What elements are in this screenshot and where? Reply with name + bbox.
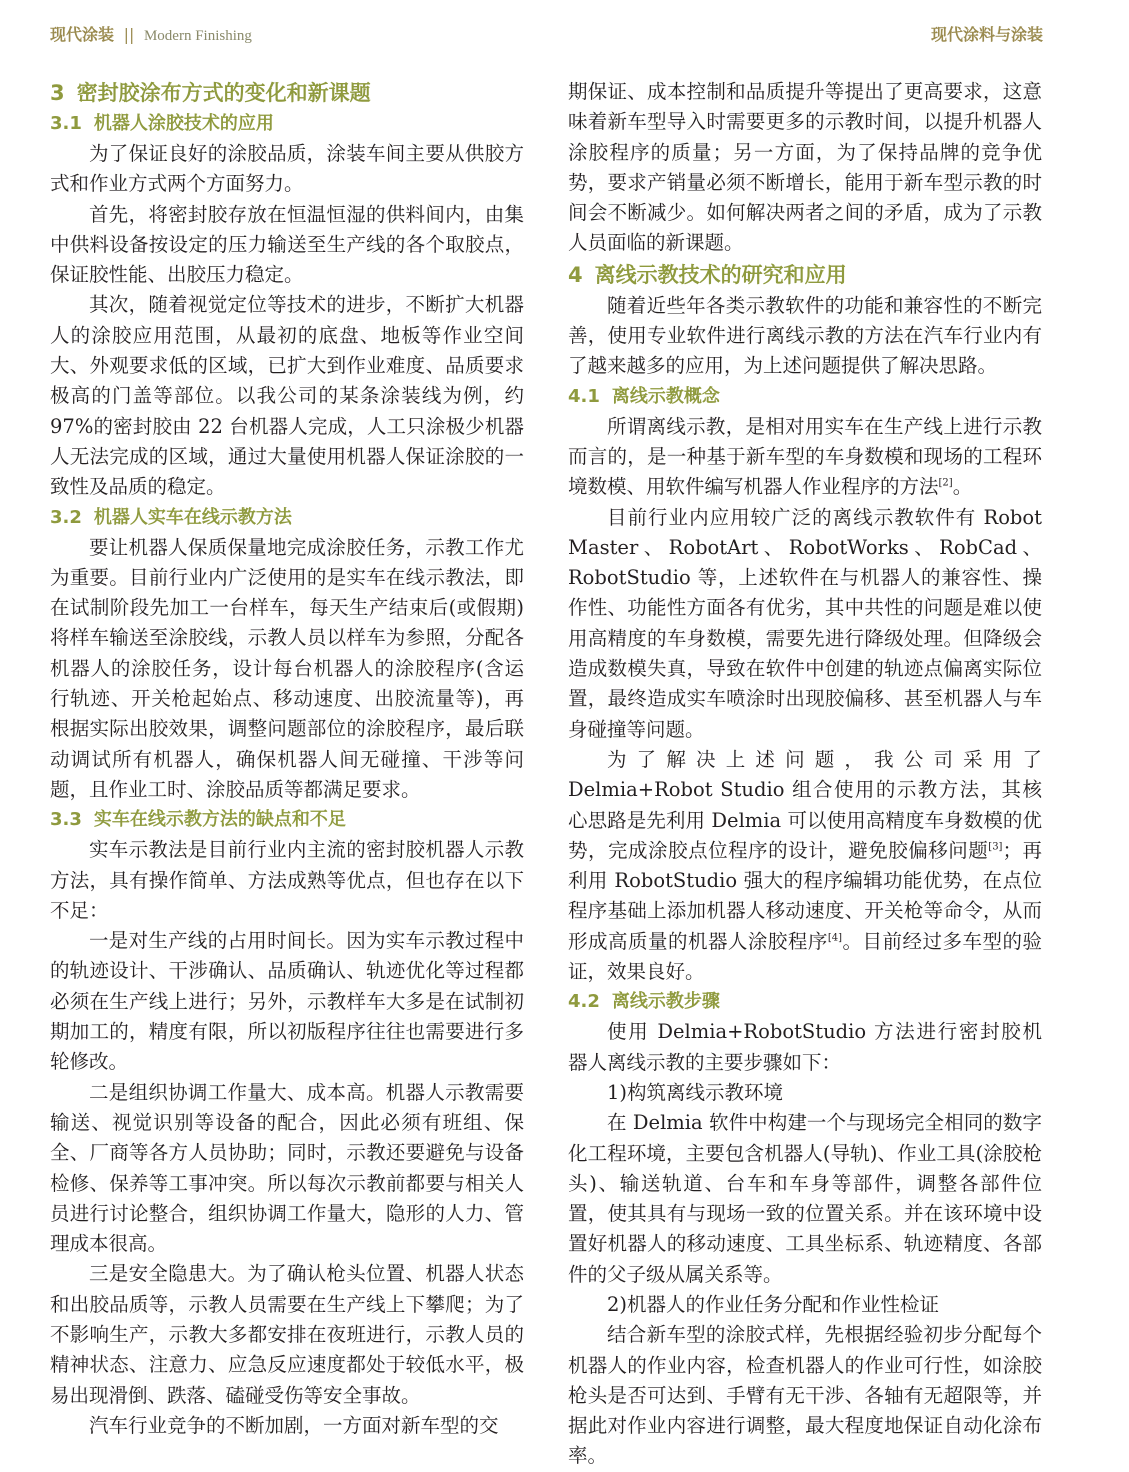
- right-column: [568, 77, 1042, 1472]
- paragraph: 1)构筑离线示教环境: [607, 1080, 784, 1104]
- left-column: [50, 77, 524, 1441]
- heading-number: 3.2: [50, 506, 82, 528]
- heading-number: 3: [50, 81, 65, 105]
- subsection-heading: [50, 503, 524, 533]
- paragraph: 随着近些年各类示教软件的功能和兼容性的不断完善，使用专业软件进行离线示教的方法在汽车行业内有了越来越多的应用，为上述问题提供了解决思路。: [568, 293, 1042, 378]
- heading-text: 实车在线示教方法的缺点和不足: [93, 809, 346, 831]
- paragraph: 三是安全隐患大。为了确认枪头位置、机器人状态和出胶品质等，示教人员需要在生产线上下攀爬；为了不影响生产，示教大多都安排在夜班进行，示教人员的精神状态、注意力、应急反应速度都处于较低水平，极易出现滑倒、跌落、磕碰受伤等安全事故。: [50, 1262, 524, 1407]
- section-heading: [568, 259, 1042, 291]
- heading-text: 离线示教步骤: [611, 991, 720, 1013]
- section-title: 现代涂料与涂装: [930, 25, 1043, 44]
- heading-number: 4.1: [568, 385, 600, 407]
- paragraph: 汽车行业竞争的不断加剧，一方面对新车型的交: [89, 1413, 499, 1437]
- paragraph: 使用 Delmia+RobotStudio 方法进行密封胶机器人离线示教的主要步骤如下：: [568, 1020, 1042, 1074]
- heading-number: 3.3: [50, 809, 82, 831]
- paragraph: 一是对生产线的占用时间长。因为实车示教过程中的轨迹设计、干涉确认、品质确认、轨迹优化等过程都必须在生产线上进行；另外，示教样车大多是在试制初期加工的，精度有限，所以初版程序往往也需要进行多轮修改。: [50, 929, 524, 1074]
- citation-ref: [3]: [988, 841, 1003, 853]
- heading-number: 4: [568, 262, 583, 287]
- page-header: [50, 20, 1043, 48]
- heading-text: 机器人涂胶技术的应用: [93, 113, 274, 134]
- subsection-heading: [50, 109, 524, 139]
- heading-text: 离线示教技术的研究和应用: [594, 262, 847, 287]
- paragraph: 为了保证良好的涂胶品质，涂装车间主要从供胶方式和作业方式两个方面努力。: [50, 142, 524, 196]
- citation-ref: [2]: [938, 477, 953, 489]
- paragraph: 所谓离线示教，是相对用实车在生产线上进行示教而言的，是一种基于新车型的车身数模和现场的工程环境数模、用软件编写机器人作业程序的方法[2]。: [568, 414, 1042, 499]
- section-heading: [50, 77, 524, 109]
- paragraph-continued: 期保证、成本控制和品质提升等提出了更高要求，这意味着新车型导入时需要更多的示教时间，以提升机器人涂胶程序的质量；另一方面，为了保持品牌的竞争优势，要求产销量必须不断增长，能用于新车型示教的时间会不断减少。如何解决两者之间的矛盾，成为了示教人员面临的新课题。: [568, 80, 1042, 255]
- paragraph: 结合新车型的涂胶式样，先根据经验初步分配每个机器人的作业内容，检查机器人的作业可行性，如涂胶枪头是否可达到、手臂有无干涉、各轴有无超限等，并据此对作业内容进行调整，最大程度地保证自动化涂布率。: [568, 1323, 1042, 1468]
- subsection-heading: [568, 382, 1042, 412]
- paragraph: 首先，将密封胶存放在恒温恒湿的供料间内，由集中供料设备按设定的压力输送至生产线的各个取胶点，保证胶性能、出胶压力稳定。: [50, 202, 524, 287]
- citation-ref: [4]: [827, 932, 843, 944]
- subsection-heading: [568, 987, 1042, 1017]
- paragraph: 目前行业内应用较广泛的离线示教软件有 Robot Master、RobotArt、RobotWorks、RobCad、RobotStudio 等，上述软件在与机器人的兼容性、操作性、功能性方面各有优劣，其中共性的问题是难以使用高精度的车身数模，需要先进行降级处理。但降级会造成数模失真，导致在软件中创建的轨迹点偏离实际位置，最终造成实车喷涂时出现胶偏移、甚至机器人与车身碰撞等问题。: [568, 505, 1042, 741]
- heading-number: 4.2: [568, 991, 600, 1013]
- heading-number: 3.1: [50, 113, 82, 134]
- paragraph: 其次，随着视觉定位等技术的进步，不断扩大机器人的涂胶应用范围，从最初的底盘、地板等作业空间大、外观要求低的区域，已扩大到作业难度、品质要求极高的门盖等部位。以我公司的某条涂装线为例，约97%的密封胶由 22 台机器人完成，人工只涂极少机器人无法完成的区域，通过大量使用机器人保证涂胶的一致性及品质的稳定。: [50, 293, 524, 499]
- heading-text: 机器人实车在线示教方法: [93, 506, 292, 528]
- header-separator: ||: [123, 25, 135, 44]
- paragraph: 为了解决上述问题，我公司采用了 Delmia+Robot Studio 组合使用的示教方法，其核心思路是先利用 Delmia 可以使用高精度车身数模的优势，完成涂胶点位程序的设计，避免胶偏移问题[3]；再利用 RobotStudio 强大的程序编辑功能优势，在点位程序基础上添加机器人移动速度、开关枪等命令，从而形成高质量的机器人涂胶程序[4]。目前经过多车型的验证，效果良好。: [568, 747, 1042, 984]
- paragraph: 实车示教法是目前行业内主流的密封胶机器人示教方法，具有操作简单、方法成熟等优点，但也存在以下不足：: [50, 838, 524, 922]
- paragraph: 2)机器人的作业任务分配和作业性检证: [607, 1292, 940, 1316]
- paragraph: 要让机器人保质保量地完成涂胶任务，示教工作尤为重要。目前行业内广泛使用的是实车在线示教法，即在试制阶段先加工一台样车，每天生产结束后(或假期)将样车输送至涂胶线，示教人员以样车为参照，分配各机器人的涂胶任务，设计每台机器人的涂胶程序(含运行轨迹、开关枪起始点、移动速度、出胶流量等)，再根据实际出胶效果，调整问题部位的涂胶程序，最后联动调试所有机器人，确保机器人间无碰撞、干涉等问题，且作业工时、涂胶品质等都满足要求。: [50, 535, 524, 801]
- journal-name-cn: 现代涂装: [50, 25, 115, 44]
- journal-name-en: Modern Finishing: [143, 28, 252, 44]
- journal-name: [50, 22, 252, 45]
- heading-text: 离线示教概念: [611, 385, 720, 407]
- paragraph: 在 Delmia 软件中构建一个与现场完全相同的数字化工程环境，主要包含机器人(导轨)、作业工具(涂胶枪头)、输送轨道、台车和车身等部件，调整各部件位置，使其具有与现场一致的位置关系。并在该环境中设置好机器人的移动速度、工具坐标系、轨迹精度、各部件的父子级从属关系等。: [568, 1111, 1042, 1286]
- paragraph: 二是组织协调工作量大、成本高。机器人示教需要输送、视觉识别等设备的配合，因此必须有班组、保全、厂商等各方人员协助；同时，示教还要避免与设备检修、保养等工事冲突。所以每次示教前都要与相关人员进行讨论整合，组织协调工作量大，隐形的人力、管理成本很高。: [50, 1080, 524, 1256]
- heading-text: 密封胶涂布方式的变化和新课题: [76, 81, 371, 105]
- subsection-heading: [50, 805, 524, 835]
